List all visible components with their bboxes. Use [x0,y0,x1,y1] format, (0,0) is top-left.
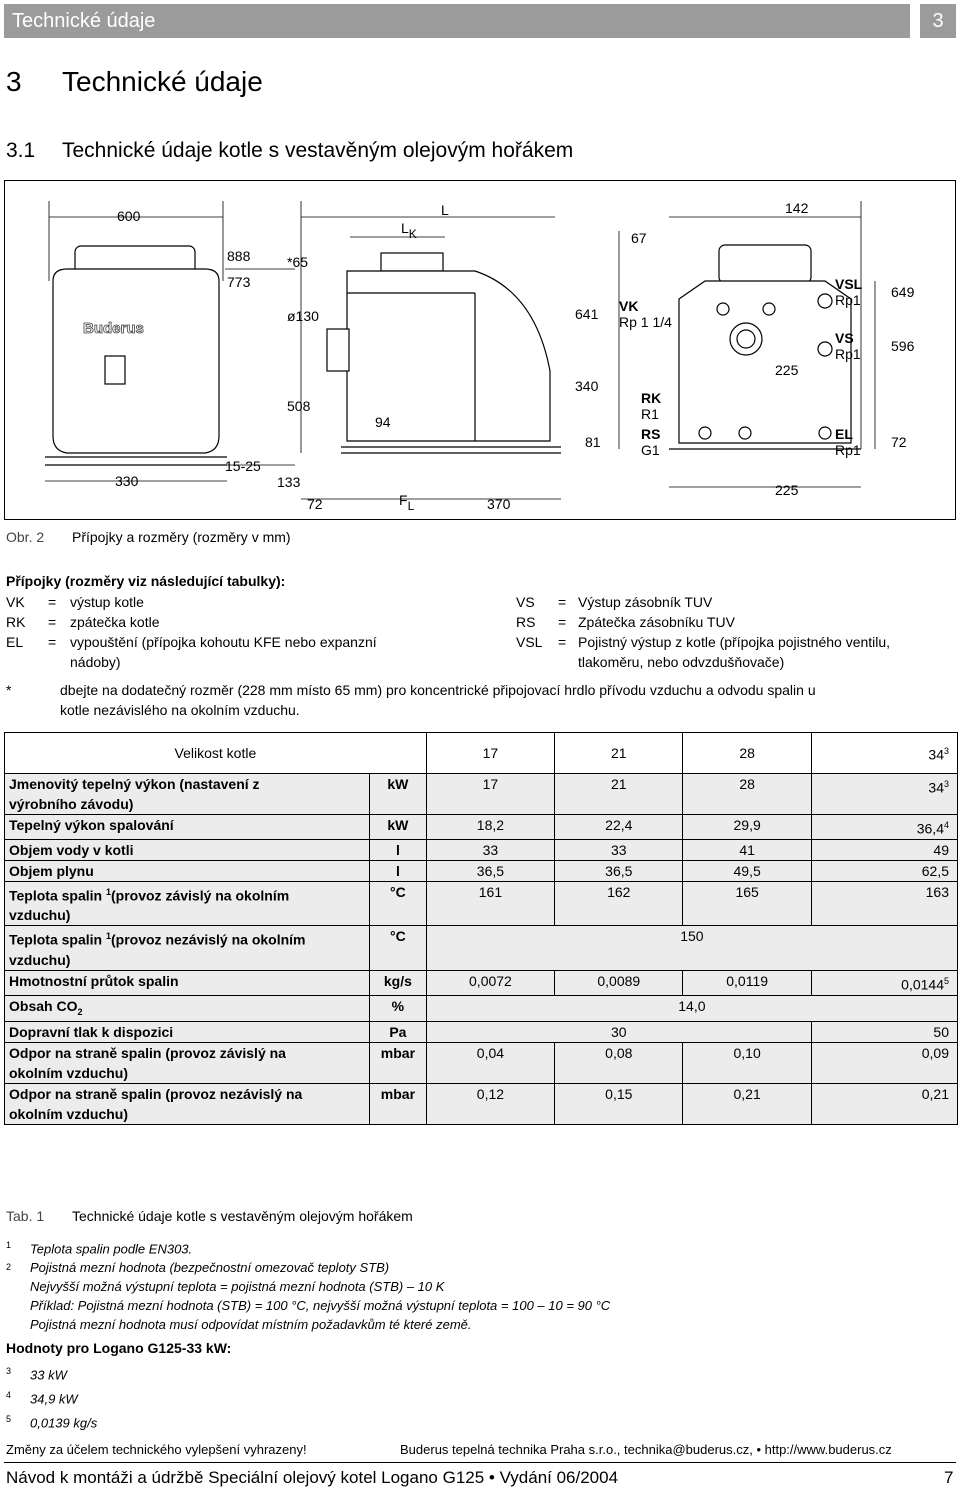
dim-649: 649 [891,284,915,300]
dim-225a: 225 [775,362,799,378]
subsection-number: 3.1 [6,139,36,162]
dim-81: 81 [585,434,601,450]
row-value: 0,12 [426,1084,554,1125]
row-unit: °C [370,926,427,971]
row-label: Teplota spalin $^1$(provoz závislý na okolním vzduchu) [5,881,370,926]
row-unit: % [370,995,427,1022]
row-unit: l [370,860,427,881]
legend-code: VK [6,594,25,610]
section-title: Technické údaje [62,66,263,97]
dim-130: ø130 [287,308,319,324]
footnote-1: $^1$ Teplota spalin podle EN303. [6,1240,193,1257]
legend-left [6,592,377,672]
row-value-span: 150 [426,926,957,971]
table-row [5,881,958,926]
row-unit: kg/s [370,970,427,995]
rear-top-lid [719,245,811,283]
dim-641: 641 [575,306,599,322]
table-row [5,1043,958,1084]
row-value: 22,4 [555,815,683,840]
legend-right [516,592,890,672]
row-value: 0,08 [555,1043,683,1084]
dim-330: 330 [115,473,139,489]
footer-divider [4,1462,956,1463]
footnote-5: $^5$ 0,0139 kg/s [6,1414,98,1431]
row-label: Hmotnostní průtok spalin [5,970,370,995]
row-value: 0,0144$^5$ [811,970,957,995]
conn-vsl-rp: Rp1 [835,292,861,308]
row-value: 0,10 [683,1043,811,1084]
row-value: 29,9 [683,815,811,840]
row-label: Teplota spalin $^1$(provoz nezávislý na okolním vzduchu) [5,926,370,971]
legend-item-el [6,632,377,672]
table-row [5,1022,958,1043]
dim-72b: 72 [891,434,907,450]
dim-596: 596 [891,338,915,354]
row-unit: kW [370,815,427,840]
row-value: 33 [426,839,554,860]
legend-code: RK [6,614,26,630]
row-value: 0,09 [811,1043,957,1084]
buderus-logo: Buderus [83,320,144,337]
dim-L: L [441,202,449,218]
drawing-svg [5,181,957,521]
table-row [5,926,958,971]
row-value: 49 [811,839,957,860]
technical-drawing [4,180,956,520]
row-value: 28 [683,774,811,815]
table-caption-label: Tab. 1 [6,1208,45,1224]
conn-rk: RK [641,390,662,406]
row-value: 0,0089 [555,970,683,995]
dim-370: 370 [487,496,511,512]
legend-item-rk [6,612,377,632]
table-row [5,970,958,995]
figure-caption [6,529,291,545]
row-label: Objem vody v kotli [5,839,370,860]
legend-text: Zpátečka zásobníku TUV [578,614,735,630]
row-label: Objem plynu [5,860,370,881]
row-label: Obsah $CO_2$ [5,995,370,1022]
row-value: 36,5 [426,860,554,881]
note-mark: * [6,682,12,698]
legend-text: Výstup zásobník TUV [578,594,713,610]
note-text: dbejte na dodatečný rozměr (228 mm místo 65 mm) pro koncentrické připojovací hrdlo přívodu vzduchu a odvodu spalin u kotle nezávislého na okolním vzduchu. [60,682,816,718]
table-header-row [5,733,958,774]
table-row [5,839,958,860]
logano-title: Hodnoty pro Logano G125-33 kW: [6,1340,232,1356]
row-value: 36,5 [555,860,683,881]
footer-document: Návod k montáži a údržbě Speciální olejový kotel Logano G125 • Vydání 06/2004 [6,1468,619,1487]
dim-142: 142 [785,200,809,216]
figure-caption-label: Obr. 2 [6,529,45,545]
dim-340: 340 [575,378,599,394]
conn-vk: VK [619,298,639,314]
conn-rk-r: R1 [641,406,659,422]
row-value: 33 [555,839,683,860]
row-unit: mbar [370,1084,427,1125]
row-value-span: 30 [426,1022,811,1043]
side-flue-outlet [327,329,349,371]
front-window [105,356,125,384]
conn-el: EL [835,426,853,442]
legend-note [6,680,956,720]
legend-eq: = [558,594,567,610]
dim-773: 773 [227,274,251,290]
footer-disclaimer: Změny za účelem technického vylepšení vyhrazeny! [6,1442,307,1457]
legend-title: Přípojky (rozměry viz následující tabulky): [6,573,286,589]
legend-item-rs [516,612,890,632]
conn-vs-rp: Rp1 [835,346,861,362]
legend-eq: = [558,634,567,650]
footnote-2: $^2$ Pojistná mezní hodnota (bezpečnostní omezovač teploty STB) Nejvyšší možná výstupní teplota = pojistná mezní hodnota (STB) – 10 K Příklad: Pojistná mezní hodnota (STB) = 100 °C, nejvyšší možná výstupní teplota = 100 – 10 = 90 °C Pojistná mezní hodnota musí odpovídat místním požadavkům té které země. [6,1260,611,1332]
row-unit: Pa [370,1022,427,1043]
figure-caption-text: Přípojky a rozměry (rozměry v mm) [72,529,291,545]
row-label: Odpor na straně spalin (provoz nezávislý na okolním vzduchu) [5,1084,370,1125]
table-header-label: Velikost kotle [5,733,427,774]
footnote-3: $^3$ 33 kW [6,1366,67,1383]
legend-code: VSL [516,634,543,650]
row-value: 0,15 [555,1084,683,1125]
row-value: 0,04 [426,1043,554,1084]
dim-65: *65 [287,254,309,270]
conn-rs: RS [641,426,661,442]
technical-data-table [4,732,958,1125]
header-chapter-number: 3 [920,4,956,38]
row-unit: mbar [370,1043,427,1084]
dim-600: 600 [117,208,141,224]
dim-888: 888 [227,248,251,264]
table-row [5,774,958,815]
table-header-cell: 28 [683,733,811,774]
row-value: 17 [426,774,554,815]
row-unit: °C [370,881,427,926]
legend-eq: = [558,614,567,630]
row-value: 0,0072 [426,970,554,995]
row-value: 21 [555,774,683,815]
row-label: Tepelný výkon spalování [5,815,370,840]
row-value: 18,2 [426,815,554,840]
dim-67: 67 [631,230,647,246]
table-header-cell: 17 [426,733,554,774]
legend-text: Pojistný výstup z kotle (přípojka pojistného ventilu, tlakoměru, nebo odvzdušňovače) [578,634,891,670]
row-label: Jmenovitý tepelný výkon (nastavení z výrobního závodu) [5,774,370,815]
row-value: $34^3$ [811,774,957,815]
legend-code: RS [516,614,536,630]
row-value: 41 [683,839,811,860]
side-flue-top [381,253,443,271]
dim-508: 508 [287,398,311,414]
dim-94: 94 [375,414,391,430]
row-value: 165 [683,881,811,926]
dim-LK: LK [401,220,417,241]
legend-text: zpátečka kotle [70,614,160,630]
row-value: 161 [426,881,554,926]
row-value: 50 [811,1022,957,1043]
subsection-heading [6,139,573,163]
row-value: 163 [811,881,957,926]
row-value: 0,21 [811,1084,957,1125]
section-heading [6,66,263,98]
rear-flow-connection [730,323,762,355]
conn-vk-rp: Rp 1 1/4 [619,314,672,330]
row-label: Dopravní tlak k dispozici [5,1022,370,1043]
dim-15-25: 15-25 [225,458,261,474]
legend-item-vs [516,592,890,612]
footnote-4: $^4$ 34,9 kW [6,1390,78,1407]
row-unit: l [370,839,427,860]
row-value: 62,5 [811,860,957,881]
row-value: 0,0119 [683,970,811,995]
table-header-cell: $34^3$ [811,733,957,774]
row-value: 0,21 [683,1084,811,1125]
row-value-span: 14,0 [426,995,957,1022]
legend-text: výstup kotle [70,594,144,610]
conn-rs-g: G1 [641,442,660,458]
row-value: 162 [555,881,683,926]
dim-FL: FL [399,492,415,513]
legend-text: vypouštění (přípojka kohoutu KFE nebo expanzní nádoby) [70,634,377,670]
table-header-cell: 21 [555,733,683,774]
legend-item-vk [6,592,377,612]
dim-72a: 72 [307,496,323,512]
legend-eq: = [48,594,57,610]
table-row [5,815,958,840]
dim-225b: 225 [775,482,799,498]
legend-code: EL [6,634,24,650]
table-caption [6,1208,413,1224]
conn-vs: VS [835,330,854,346]
row-unit: kW [370,774,427,815]
row-label: Odpor na straně spalin (provoz závislý na okolním vzduchu) [5,1043,370,1084]
footer-contact: Buderus tepelná technika Praha s.r.o., technika@buderus.cz, • http://www.buderus.cz [400,1442,892,1457]
header-title: Technické údaje [12,10,156,32]
subsection-title: Technické údaje kotle s vestavěným olejovým hořákem [62,139,574,162]
dim-133: 133 [277,474,301,490]
legend-code: VS [516,594,535,610]
section-number: 3 [6,66,22,97]
table-row [5,860,958,881]
table-row [5,995,958,1022]
conn-el-rp: Rp1 [835,442,861,458]
row-value: 36,4$^4$ [811,815,957,840]
table-row [5,1084,958,1125]
header-bar [4,4,910,38]
page-number: 7 [944,1468,954,1487]
legend-item-vsl [516,632,890,672]
conn-vsl: VSL [835,276,863,292]
legend-eq: = [48,634,57,650]
row-value: 49,5 [683,860,811,881]
table-caption-text: Technické údaje kotle s vestavěným olejovým hořákem [72,1208,413,1224]
legend-eq: = [48,614,57,630]
front-body [53,269,219,453]
